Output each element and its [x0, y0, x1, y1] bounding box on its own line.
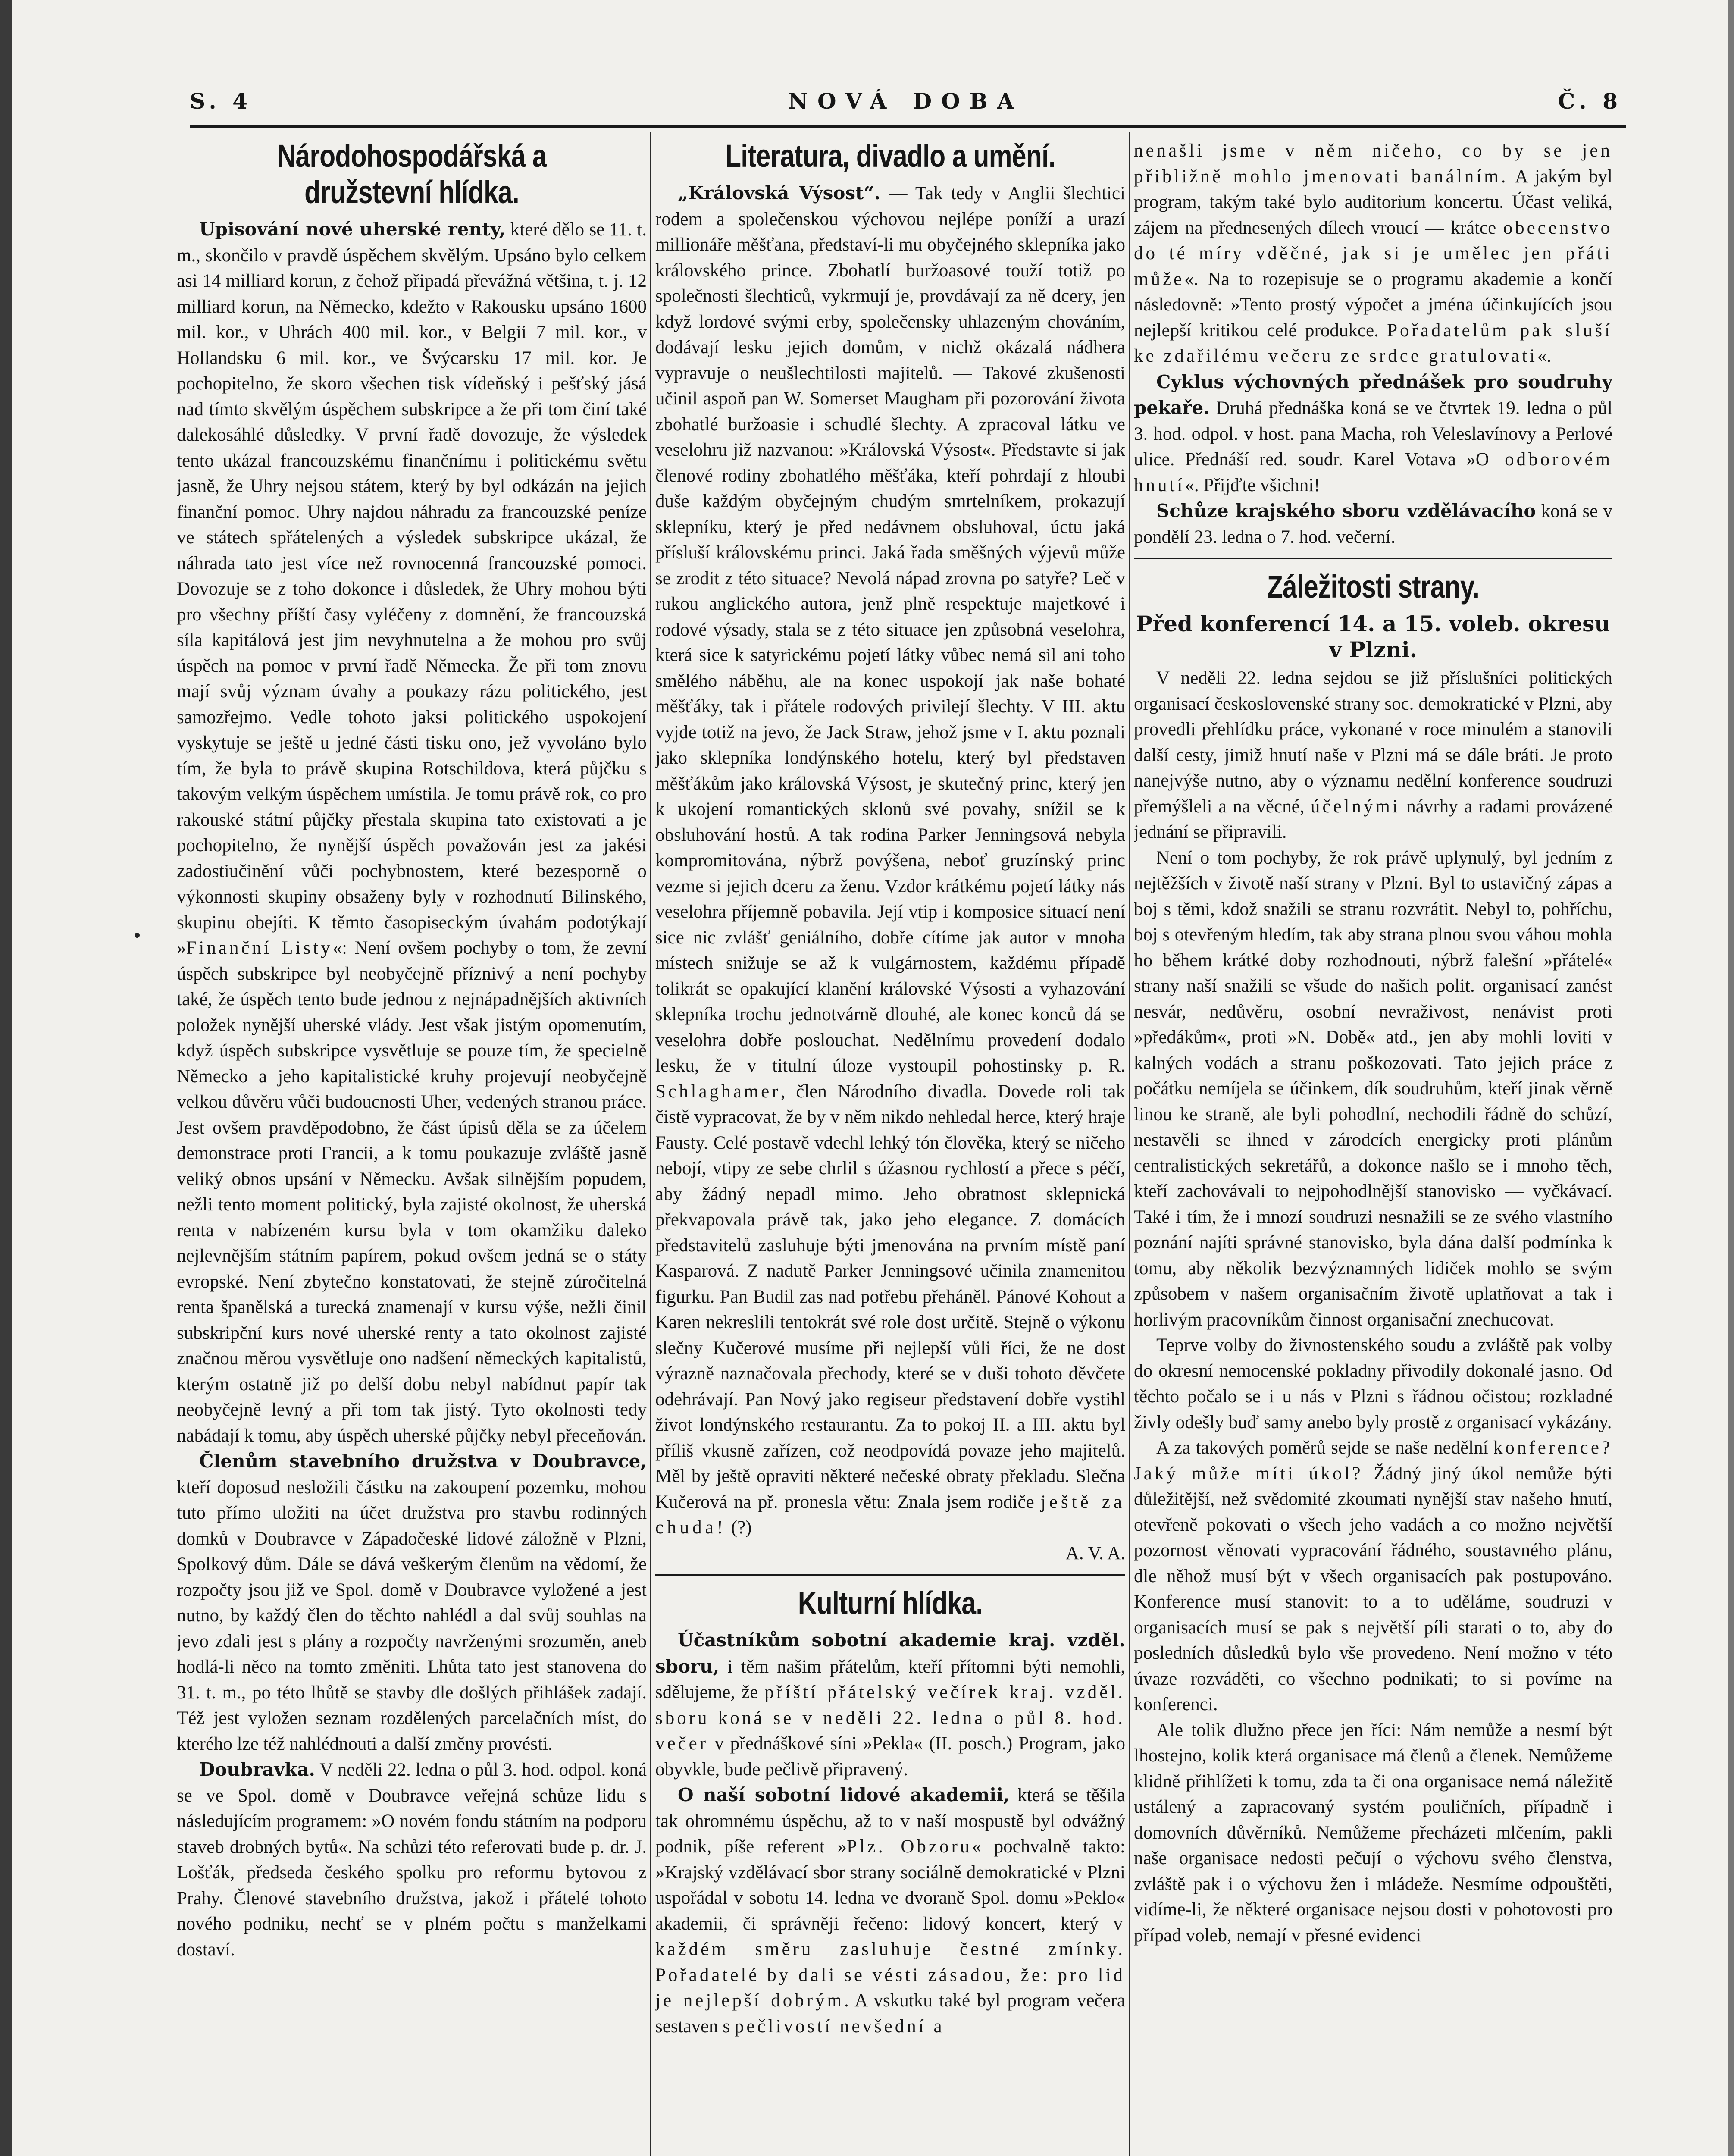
page-header [190, 88, 1622, 121]
margin-mark [135, 933, 140, 938]
article-lead: Členům stavebního družstva v Doubravce, [199, 1451, 647, 1472]
masthead-title: NOVÁ DOBA [788, 88, 1023, 114]
section-divider [655, 1574, 1125, 1576]
section-title: Záležitosti strany. [1267, 569, 1480, 605]
column-divider [1129, 132, 1130, 2156]
scan-edge-right [1728, 0, 1734, 2156]
column-middle [655, 138, 1125, 2156]
header-rule [190, 125, 1626, 128]
article-subtitle: Před konferencí 14. a 15. voleb. okresu v Plzni. [1136, 611, 1610, 662]
article-paragraph: Teprve volby do živnostenského soudu a zvláště pak volby do okresní nemocenské pokladny přivodily dokonalé jasno. Od těchto počalo se i u nás v Plzni s řádnou očistou; rozkladné živly odešly buď samy anebo byly prostě z organisací vykázány. [1134, 1335, 1612, 1432]
page-number: S. 4 [190, 88, 252, 114]
article-lead: Upisování nové uherské renty, [199, 219, 506, 240]
article-paragraph: Účastníkům sobotní akademie kraj. vzděl. sboru, i těm našim přátelům, kteří přítomni býti nemohli, sdělujeme, že příští přátelský večírek kraj. vzděl. sboru koná se v neděli 22. ledna o půl 8. hod. večer v přednáškové síni »Pekla« (II. posch.) Program, jako obyvkle, bude pečlivě připravený. [655, 1630, 1125, 1780]
section-title: Kulturní hlídka. [798, 1585, 983, 1621]
article-paragraph: Schůze krajského sboru vzdělávacího koná se v pondělí 23. ledna o 7. hod. večerní. [1134, 500, 1612, 547]
article-paragraph: A za takových poměrů sejde se naše nedělní konference? Jaký může míti úkol? Žádný jiný úkol nemůže býti důležitější, než svědomité zkoumati nynější stav našeho hnutí, otevřeně pokovati o všech jeho vadách a co možno největší pozornost věnovati vypracování řádného, soustavného plánu, dle něhož musí být v všech organisacích pak postupováno. Konference musí stanovit: to a to uděláme, soudruzi v organisacích musí se pak s největší píli starati o to, aby do posledních důsledků bylo vše provedeno. Není možno v této úvaze rozváděti, co všechno podnikati; to si povíme na konferenci. [1134, 1438, 1612, 1714]
column-right [1134, 138, 1612, 2156]
article-paragraph: Členům stavebního družstva v Doubravce, kteří doposud nesložili částku na zakoupení pozemku, mohou tuto přímo uložiti na účet družstva pro stavbu rodinných domků v Doubravce v Západočeské lidové záložně v Plzni, Spolkový dům. Dále se dává veškerým členům na vědomí, že rozpočty jsou již ve Spol. domě v Doubravce vyložené a jest nutno, by každý člen do těchto nahlédl a dal svůj souhlas na jevo zdali jest s plány a rozpočty navrženými srozuměn, aneb hodlá-li něco na tomto změniti. Lhůta tato jest stanovena do 31. t. m., po této lhůtě se stavby dle došlých přihlášek zadají. Též jest vyložen seznam rozdělených parcelačních míst, do kterého lze též nahlédnouti a další změny provésti. [177, 1451, 647, 1754]
article-paragraph: Cyklus výchovných přednášek pro soudruhy pekaře. Druhá přednáška koná se ve čtvrtek 19. ledna o půl 3. hod. odpol. v host. pana Macha, roh Veleslavínovy a Perlové ulice. Přednáší red. soudr. Karel Votava »O odborovém hnutí«. Přijďte všichni! [1134, 371, 1612, 495]
article-paragraph: V neděli 22. ledna sejdou se již příslušníci politických organisací československé strany soc. demokratické v Plzni, aby provedli přehlídku práce, vykonané v roce minulém a stanovili další cesty, jimiž hnutí naše v Plzni má se dále bráti. Je proto nanejvýše nutno, aby o významu nedělní konference soudruzi přemýšleli a na věcné, účelnými návrhy a radami provázené jednání se připravili. [1134, 668, 1612, 842]
article-paragraph: nenašli jsme v něm ničeho, co by se jen přibližně mohlo jmenovati banálním. A jakým byl program, takým také bylo auditorium koncertu. Účast veliká, zájem na přednesených dílech vroucí — krátce obecenstvo do té míry vděčné, jak si je umělec jen přáti může«. Na to rozepisuje se o programu akademie a končí následovně: »Tento prostý výpočet a jména účinkujících jsou nejlepší kritikou celé produkce. Pořadatelům pak sluší ke zdařilému večeru ze srdce gratulovati«. [1134, 141, 1612, 366]
section-title: Literatura, divadlo a umění. [725, 138, 1056, 174]
article-paragraph: Není o tom pochyby, že rok právě uplynulý, byl jedním z nejtěžších v životě naší strany v Plzni. Byl to ustavičný zápas a boj s těmi, kdož snažili se stranu rozvrátit. Nebyl to, pohříchu, boj s otevřeným hledím, tak aby strana plnou svou váhou mohla ho během krátké doby rozhodnouti, nýbrž falešní »přátelé« strany naší snažili se všude do našich polit. organisací zanést nesvár, nedůvěru, osobní nevraživost, nenávist proti »předákům«, proti »N. Době« atd., jen aby mohli loviti v kalných vodách a stranu poškozovati. Tato jejich práce z počátku nemíjela se účinkem, dík soudruhům, kteří jinak věrně linou ke straně, ale byli pohodlní, nechodili řádně do schůzí, nestavěli se ihned v zárodcích energicky proti plánům centralistických sekretářů, a dokonce našlo se i mnoho těch, kteří zachovávali to nejpohodlnější stanovisko — vyčkávací. Také i tím, že i mnozí soudruzi nesnažili se ze svého vlastního poznání najíti správné stanovisko, byla dána další podmínka k tomu, aby několik bezvýznamných lidiček mohlo se svým způsobem v našem organisačním životě uplatňovat a tak i horlivým pracovníkům činnost organisační znechucovat. [1134, 847, 1612, 1330]
scan-edge-left [0, 0, 12, 2156]
issue-number: Č. 8 [1558, 88, 1622, 114]
article-lead: Cyklus výchovných přednášek pro soudruhy pekaře. [1134, 371, 1612, 418]
column-left [177, 138, 647, 2156]
article-lead: Účastníkům sobotní akademie kraj. vzděl. sboru, [655, 1630, 1125, 1677]
article-paragraph: Doubravka. V neděli 22. ledna o půl 3. hod. odpol. koná se ve Spol. domě v Doubravce veřejná schůze lidu s následujícím programem: »O novém fondu státním na podporu staveb drobných bytů«. Na schůzi této referovati bude p. dr. J. Lošťák, předseda českého spolku pro reformu bytovou z Prahy. Členové stavebního družstva, jakož i přátelé tohoto nového podniku, nechť se v plném počtu s manželkami dostaví. [177, 1759, 647, 1960]
article-paragraph: Ale tolik dlužno přece jen říci: Nám nemůže a nesmí být lhostejno, kolik která organisace má členů a členek. Nemůžeme klidně přihlížeti k tomu, zda ta či ona organisace nemá náležitě ustálený a zapracovaný systém pouličních, případně i domovních důvěrníků. Nemůžeme přecházeti mlčením, pakli naše organisace nedosti pečují o výchovu svého členstva, zvláště pak i o výchovu žen i mládeže. Nesmíme odpouštěti, vidíme-li, že některé organisace nejsou dosti v pohotovosti pro případ voleb, nemají v přesné evidenci [1134, 1720, 1612, 1946]
article-paragraph: Upisování nové uherské renty, které dělo se 11. t. m., skončilo v pravdě úspěchem skvělým. Upsáno bylo celkem asi 14 milliard korun, z čehož připadá převážná většina, t. j. 12 milliard korun, na Německo, kdežto v Rakousku upsáno 1600 mil. kor., v Uhrách 400 mil. kor., v Belgii 7 mil. kor., v Hollandsku 6 mil. kor., ve Švýcarsku 17 mil. kor. Je pochopitelno, že skoro všechen tisk vídeňský i pešťský jásá nad tímto skvělým úspěchem subskripce a že při tom činí také dalekosáhlé důsledky. V první řadě dovozuje, že výsledek tento ukázal francouzskému finančnímu i politickému světu jasně, že Uhry nejsou státem, který by byl odkázán na jejich finanční pomoc. Uhry najdou náhradu za francouzské peníze ve státech spřátelených a výsledek subskripce ukázal, že náhrada tato jest více než rovnocenná francouzské pomoci. Dovozuje se z toho dokonce i důsledek, že Uhry mohou býti pro všechny příští časy vyléčeny z domnění, že francouzská síla kapitálová jest jim nevyhnutelna a že mohou pro svůj úspěch na pomoc v první řadě Německa. Že při tom znovu mají svůj význam úvahy a poukazy rázu politického, jest samozřejmo. Vedle tohoto jaksi politického uspokojení vyskytuje se ještě u jedné části tisku ono, jež vyvoláno bylo tím, že byla to právě skupina Rotschildova, která půjčku s takovým velkým úspěchem umístila. Je tomu právě rok, co pro rakouské státní půjčky přestala skupina tato existovati a je pochopitelno, že nynější úspěch považován jest za jakési zadostiučinění vůči pochybnostem, které bezesporně o výkonnosti skupiny obsaženy byly v rozhodnutí Bilinského, skupinu obejíti. K těmto časopiseckým úvahám podotýkají »Finanční Listy«: Není ovšem pochyby o tom, že zevní úspěch subskripce byl neobyčejně příznivý a není pochyby také, že úspěch tento bude jednou z nejnápadnějších aktivních položek nynější uherské vlády. Jest však jistým opomenutím, když úspěch subskripce vysvětluje se pouze tím, že specielně Německo a jeho kapitalistické kruhy projevují neobyčejně velkou důvěru vůči budoucnosti Uher, vedených stranou práce. Jest ovšem pravděpodobno, že část úpisů děla se za účelem demonstrace proti Francii, a k tomu poukazuje zvláště jasně veliký obnos upsání v Německu. Avšak silnějším popudem, nežli tento moment politický, byla zajisté okolnost, že uherská renta v nabízeném kursu byla v tom okamžiku daleko nejlevnějším státním papírem, pokud ovšem jedná se o státy evropské. Není zbytečno konstatovati, že stejně zúročitelná renta španělská a turecká znamenají v kursu výše, nežli činil subskripční kurs nové uherské renty a tato okolnost zajisté značnou měrou vysvětluje ono nadšení německých kapitalistů, kterým ostatně již po delší dobu nebyl nabídnut papír tak neobyčejně levný a při tom tak jistý. Tyto okolnosti tedy nabádají k tomu, aby úspěch uherské půjčky nebyl přeceňován. [177, 219, 647, 1446]
article-lead: Schůze krajského sboru vzdělávacího [1156, 500, 1536, 521]
section-title: Národohospodářská a družstevní hlídka. [277, 138, 547, 210]
article-signature: A. V. A. [1065, 1543, 1125, 1564]
article-paragraph: O naší sobotní lidové akademii, která se těšila tak ohromnému úspěchu, až to v naší mospustě byl odvážný podnik, píše referent »Plz. Obzoru« pochvalně takto: »Krajský vzdělávací sbor strany sociálně demokratické v Plzni uspořádal v sobotu 14. ledna ve dvoraně Spol. domu »Peklo« akademii, či správněji řečeno: lidový koncert, který v každém směru zasluhuje čestné zmínky. Pořadatelé by dali se vésti zásadou, že: pro lid je nejlepší dobrým. A vskutku také byl program večera sestaven s pečlivostí nevšední a [655, 1784, 1125, 2037]
article-paragraph: „Královská Výsost“. — Tak tedy v Anglii šlechtici rodem a společenskou výchovou nejlépe poníží a urazí millionáře měšťana, představí-li mu obyčejného sklepníka jako královského prince. Zbohatlí buržoasové touží totiž po společnosti šlechticů, vykrmují je, provdávají za ně dcery, jen když lordové svými erby, společensky uhlazeným chováním, dodávají lesku jejich domům, v nichž okázalá nádhera vypravuje o neušlechtilosti majitelů. — Takové zkušenosti učinil aspoň pan W. Somerset Maugham při pozorování života zbohatlé buržoasie i schudlé šlechty. A zpracoval látku ve veselohru již nazvanou: »Královská Výsost«. Představte si jak členové rodiny zbohatlého měšťáka, kteří pohrdají z hloubi duše každým obyčejným chudým smrtelníkem, prokazují sklepníku, který je před nedávnem obsluhoval, úctu jaká přísluší královskému princi. Jaká řada směšných výjevů může se zrodit z této situace? Nevolá nápad zrovna po satyře? Leč v rukou anglického autora, jenž plně respektuje majetkové i rodové výsady, stala se z této situace jen způsobná veselohra, která sice k satyrickému pojetí látky vůbec nemá sil ani toho smělého náběhu, ale na konec uspokojí jak naše bohaté měšťáky, tak i přátele rodových privilejí šlechty. V III. aktu vyjde totiž na jevo, že Jack Straw, jehož jsme v I. aktu poznali jako sklepníka londýnského hotelu, který byl představen měšťákům jako královská Výsost, je skutečný princ, který jen k ukojení romantických sklonů své povahy, snížil se k obsluhování hostů. A tak rodina Parker Jenningsová nebyla kompromitována, nýbrž povýšena, neboť gruzínský princ vezme si jejich dceru za ženu. Vzdor krátkému pojetí látky nás veselohra příjemně pobavila. Její vtip i komposice situací není sice nic zvlášť geniálního, dobře cítíme jak autor v mnoha místech snižuje se až k vulgárnostem, každému případě tolikrát se opakující klanění královské Výsosti a vyhazování sklepníka trochu jednotvárně dlouhé, ale konec konců dá se veselohra dobře poslouchat. Nedělnímu provedení dodalo lesku, že v titulní úloze vystoupil pohostinsky p. R. Schlaghamer, člen Národního divadla. Dovede roli tak čistě vypracovat, že by v něm nikdo nehledal herce, který hraje Fausty. Celé postavě vdechl lehký tón člověka, který se ničeho nebojí, vtipy ze sebe chrlil s úžasnou rychlostí a přece s péčí, aby žádný nepadl mimo. Jeho obratnost sklepnická překvapovala právě tak, jako jeho elegance. Z domácích představitelů zasluhuje býti jmenována na prvním místě paní Kasparová. Z nadutě Parker Jenningsové učinila znamenitou figurku. Pan Budil zas nad potřebu přeháněl. Pánové Kohout a Karen nekreslili tentokrát své role dost určitě. Stejně o výkonu slečny Kučerové musíme při nejlepší vůli říci, že ne dost výrazně naznačovala přechody, které se v duši tohoto děvčete odehrávají. Pan Nový jako regiseur představení dobře vystihl život londýnského restaurantu. Za to pokoj II. a III. aktu byl příliš vkusně zařízen, což neodpovídá povaze jeho majitelů. Měl by ještě opraviti některé nečeské obraty překladu. Slečna Kučerová na př. pronesla větu: Znala jsem rodiče ještě za chuda! (?) [655, 182, 1125, 1538]
section-divider [1134, 558, 1612, 559]
column-divider [650, 132, 651, 2156]
article-lead: O naší sobotní lidové akademii, [678, 1784, 1010, 1805]
article-lead: Doubravka. [199, 1759, 316, 1780]
article-lead: „Královská Výsost“. [678, 182, 881, 204]
